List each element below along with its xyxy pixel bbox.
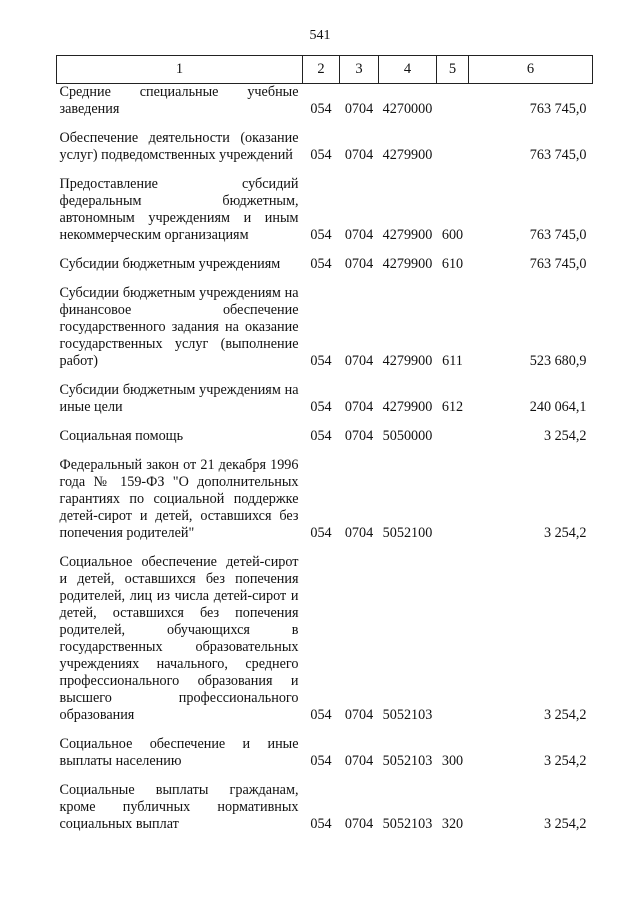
section-code: 0704 xyxy=(344,753,374,769)
admin-code: 054 xyxy=(310,753,332,769)
amount: 3 254,2 xyxy=(543,525,587,541)
target-code: 4279900 xyxy=(382,399,433,415)
row-name: Субсидии бюджетным учреждениям xyxy=(59,256,281,272)
section-code: 0704 xyxy=(344,707,374,723)
expense-type-code: 612 xyxy=(441,399,464,415)
section-code: 0704 xyxy=(344,428,374,444)
amount: 3 254,2 xyxy=(543,753,587,769)
table-row xyxy=(57,84,593,131)
table-row xyxy=(57,428,593,457)
target-code: 5052100 xyxy=(382,525,433,541)
amount: 240 064,1 xyxy=(529,399,587,415)
target-code: 4279900 xyxy=(382,227,433,243)
section-code: 0704 xyxy=(344,399,374,415)
header-cell: 1 xyxy=(57,56,303,84)
admin-code: 054 xyxy=(310,256,332,272)
target-code: 5052103 xyxy=(382,707,433,723)
header-row xyxy=(57,56,593,84)
target-code: 4279900 xyxy=(382,256,433,272)
admin-code: 054 xyxy=(310,816,332,832)
section-code: 0704 xyxy=(344,256,374,272)
expense-type-code xyxy=(437,130,469,176)
admin-code: 054 xyxy=(310,707,332,723)
section-code: 0704 xyxy=(344,525,374,541)
amount: 763 745,0 xyxy=(529,227,587,243)
row-name: Средние специальные учебные заведения xyxy=(59,84,299,117)
header-cell: 2 xyxy=(303,56,340,84)
section-code: 0704 xyxy=(344,353,374,369)
section-code: 0704 xyxy=(344,101,374,117)
target-code: 4270000 xyxy=(382,101,433,117)
page-number: 541 xyxy=(309,28,331,43)
header-cell: 5 xyxy=(437,56,469,84)
target-code: 5052103 xyxy=(382,753,433,769)
budget-table xyxy=(56,55,593,845)
table-row xyxy=(57,130,593,176)
table-row xyxy=(57,382,593,428)
expense-type-code: 320 xyxy=(441,816,464,832)
row-name: Субсидии бюджетным учреждениям на иные цели xyxy=(59,382,299,415)
expense-type-code: 300 xyxy=(441,753,464,769)
amount: 3 254,2 xyxy=(543,707,587,723)
admin-code: 054 xyxy=(310,525,332,541)
row-name: Предоставление субсидий федеральным бюджетным, автономным учреждениям и иным некоммерческим организациям xyxy=(59,176,299,243)
row-name: Социальные выплаты гражданам, кроме публичных нормативных социальных выплат xyxy=(59,782,299,832)
row-name: Обеспечение деятельности (оказание услуг) подведомственных учреждений xyxy=(59,130,299,163)
target-code: 5052103 xyxy=(382,816,433,832)
admin-code: 054 xyxy=(310,101,332,117)
target-code: 5050000 xyxy=(382,428,433,444)
table-row xyxy=(57,256,593,285)
header-cell: 4 xyxy=(379,56,437,84)
expense-type-code: 600 xyxy=(441,227,464,243)
amount: 763 745,0 xyxy=(529,256,587,272)
amount: 3 254,2 xyxy=(543,428,587,444)
header-cell: 6 xyxy=(469,56,593,84)
table-row xyxy=(57,782,593,845)
row-name: Федеральный закон от 21 декабря 1996 года № 159-ФЗ "О дополнительных гарантиях по социальной поддержке детей-сирот и детей, оставшихся без попечения родителей" xyxy=(59,457,299,541)
section-code: 0704 xyxy=(344,227,374,243)
row-name: Социальное обеспечение и иные выплаты населению xyxy=(59,736,299,769)
amount: 523 680,9 xyxy=(529,353,587,369)
target-code: 4279900 xyxy=(382,147,433,163)
admin-code: 054 xyxy=(310,428,332,444)
section-code: 0704 xyxy=(344,147,374,163)
admin-code: 054 xyxy=(310,399,332,415)
expense-type-code xyxy=(437,428,469,457)
expense-type-code: 610 xyxy=(441,256,464,272)
table-row xyxy=(57,736,593,782)
expense-type-code xyxy=(437,84,469,131)
expense-type-code xyxy=(437,457,469,554)
table-row xyxy=(57,285,593,382)
section-code: 0704 xyxy=(344,816,374,832)
admin-code: 054 xyxy=(310,227,332,243)
admin-code: 054 xyxy=(310,147,332,163)
amount: 763 745,0 xyxy=(529,101,587,117)
admin-code: 054 xyxy=(310,353,332,369)
row-name: Субсидии бюджетным учреждениям на финансовое обеспечение государственного задания на оказание государственных услуг (выполнение работ) xyxy=(59,285,299,369)
row-name: Социальная помощь xyxy=(59,428,184,444)
amount: 763 745,0 xyxy=(529,147,587,163)
amount: 3 254,2 xyxy=(543,816,587,832)
table-row xyxy=(57,176,593,256)
expense-type-code xyxy=(437,554,469,736)
expense-type-code: 611 xyxy=(442,353,463,369)
target-code: 4279900 xyxy=(382,353,433,369)
table-row xyxy=(57,554,593,736)
table-row xyxy=(57,457,593,554)
header-cell: 3 xyxy=(340,56,379,84)
row-name: Социальное обеспечение детей-сирот и детей, оставшихся без попечения родителей, лиц из числа детей-сирот и детей, оставшихся без попечения родителей, обучающихся в государственных образовательных учреждениях начального, среднего профессионального образования и высшего профессионального образования xyxy=(59,554,299,723)
